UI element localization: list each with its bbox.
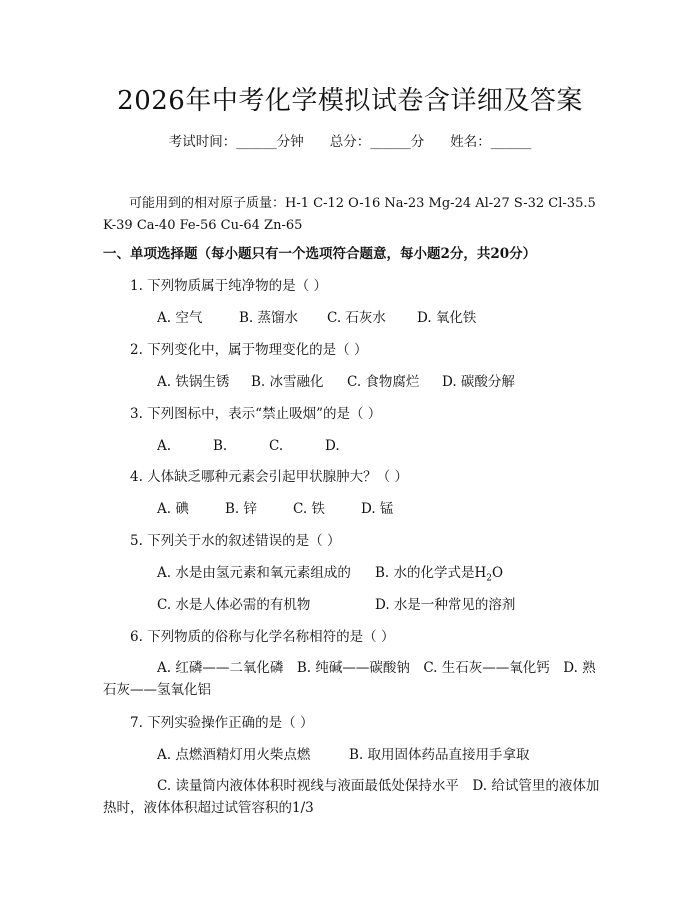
option-a: A. 碘	[157, 501, 189, 517]
exam-info	[0, 132, 700, 152]
question-4-stem: 4. 人体缺乏哪种元素会引起甲状腺肿大？（ ）	[130, 469, 408, 485]
option-a: A.	[157, 438, 172, 454]
atomic-mass-note: 可能用到的相对原子质量：H-1 C-12 O-16 Na-23 Mg-24 Al-27 S-32 Cl-35.5 K-39 Ca-40 Fe-56 Cu-64 Zn-65	[103, 196, 596, 233]
option-a: A. 空气	[157, 310, 203, 326]
question-2-stem: 2. 下列变化中，属于物理变化的是（ ）	[130, 342, 368, 358]
question-2-options	[157, 372, 515, 392]
option-c: C. 食物腐烂	[347, 374, 420, 390]
section-heading: 一、单项选择题（每小题只有一个选项符合题意，每小题2分，共20分）	[103, 246, 537, 262]
question-7-stem: 7. 下列实验操作正确的是（ ）	[130, 715, 314, 731]
option-c: C.	[269, 438, 284, 454]
option-c: C. 水是人体必需的有机物	[157, 597, 311, 613]
option-b: B. 锌	[225, 501, 258, 517]
question-6-options: A. 红磷——二氧化磷 B. 纯碱——碳酸钠 C. 生石灰——氧化钙 D. 熟石灰——氢氧化铝	[103, 660, 596, 698]
question-5-stem: 5. 下列关于水的叙述错误的是（ ）	[130, 533, 341, 549]
option-b: B. 取用固体药品直接用手拿取	[349, 747, 530, 763]
question-7-options-row-2: C. 读量筒内液体体积时视线与液面最低处保持水平 D. 给试管里的液体加热时，液体体积超过试管容积的1/3	[103, 778, 600, 816]
question-5-options-row-2	[157, 595, 515, 615]
option-b: B. 水的化学式是$H_2O$	[375, 565, 504, 584]
question-1-options	[157, 308, 476, 328]
question-7-options-row-1	[157, 745, 530, 765]
question-3-stem: 3. 下列图标中，表示“禁止吸烟”的是（ ）	[130, 406, 382, 422]
page-title: 2026年中考化学模拟试卷含详细及答案	[117, 86, 583, 116]
question-3-options	[157, 436, 340, 456]
option-b: B. 蒸馏水	[239, 310, 299, 326]
option-a: A. 铁锅生锈	[157, 374, 230, 390]
option-d: D. 水是一种常见的溶剂	[375, 597, 516, 613]
option-d: D. 氧化铁	[417, 310, 477, 326]
option-b: B. 冰雪融化	[251, 374, 324, 390]
option-d: D. 碳酸分解	[442, 374, 515, 390]
option-c: C. 铁	[293, 501, 325, 517]
question-1-stem: 1. 下列物质属于纯净物的是（ ）	[130, 278, 327, 294]
option-a: A. 点燃酒精灯用火柴点燃	[157, 747, 311, 763]
exam-time-field: 考试时间：______分钟	[168, 134, 304, 150]
formula-subscript: 2	[486, 573, 493, 584]
question-4-options	[157, 499, 393, 519]
option-b: B.	[213, 438, 228, 454]
name-field: 姓名：______	[450, 134, 532, 150]
question-6-stem: 6. 下列物质的俗称与化学名称相符的是（ ）	[130, 629, 395, 645]
option-d: D.	[325, 438, 340, 454]
option-d: D. 锰	[361, 501, 394, 517]
option-a: A. 水是由氢元素和氧元素组成的	[157, 565, 351, 581]
option-c: C. 石灰水	[327, 310, 386, 326]
question-5-options-row-1	[157, 563, 503, 589]
total-score-field: 总分：______分	[329, 134, 425, 150]
